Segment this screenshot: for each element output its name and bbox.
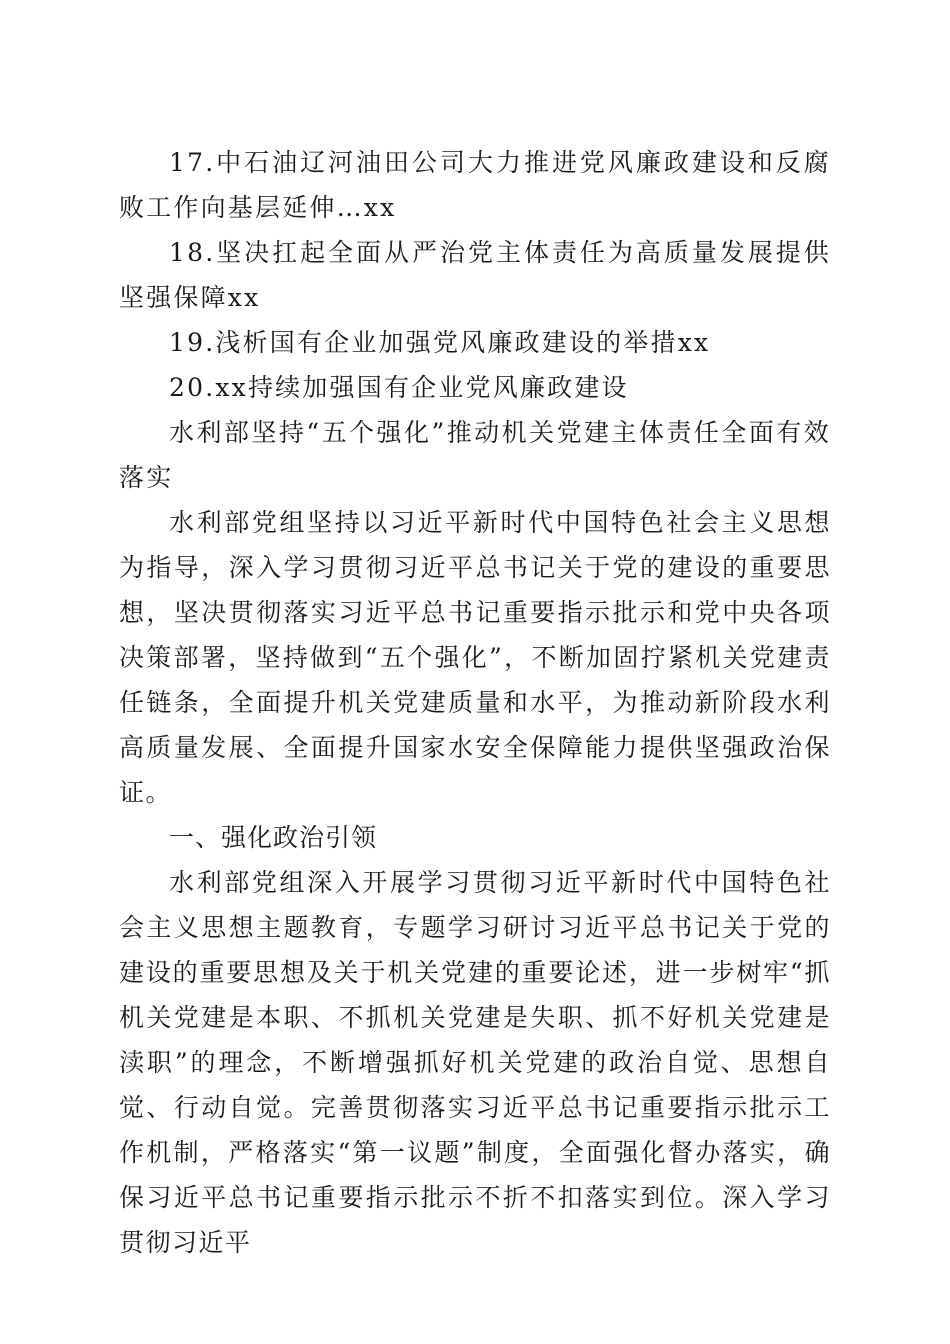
list-item-18: 18.坚决扛起全面从严治党主体责任为高质量发展提供坚强保障xx [119,238,831,312]
document-body [119,140,831,1265]
list-item-19: 19.浅析国有企业加强党风廉政建设的举措xx [169,328,711,357]
article-title: 水利部坚持“五个强化”推动机关党建主体责任全面有效落实 [119,418,831,492]
list-item-17: 17.中石油辽河油田公司大力推进党风廉政建设和反腐败工作向基层延伸…xx [119,148,831,222]
intro-paragraph: 水利部党组坚持以习近平新时代中国特色社会主义思想为指导，深入学习贯彻习近平总书记关于党的建设的重要思想，坚决贯彻落实习近平总书记重要指示批示和党中央各项决策部署，坚持做到“五个强化”，不断加固拧紧机关党建责任链条，全面提升机关党建质量和水平，为推动新阶段水利高质量发展、全面提升国家水安全保障能力提供坚强政治保证。 [119,508,831,807]
section-heading: 一、强化政治引领 [169,823,378,852]
section-paragraph: 水利部党组深入开展学习贯彻习近平新时代中国特色社会主义思想主题教育，专题学习研讨习近平总书记关于党的建设的重要思想及关于机关党建的重要论述，进一步树牢“抓机关党建是本职、不抓机关党建是失职、抓不好机关党建是渎职”的理念，不断增强抓好机关党建的政治自觉、思想自觉、行动自觉。完善贯彻落实习近平总书记重要指示批示工作机制，严格落实“第一议题”制度，全面强化督办落实，确保习近平总书记重要指示批示不折不扣落实到位。深入学习贯彻习近平 [119,868,831,1257]
list-item-20: 20.xx持续加强国有企业党风廉政建设 [169,373,629,402]
